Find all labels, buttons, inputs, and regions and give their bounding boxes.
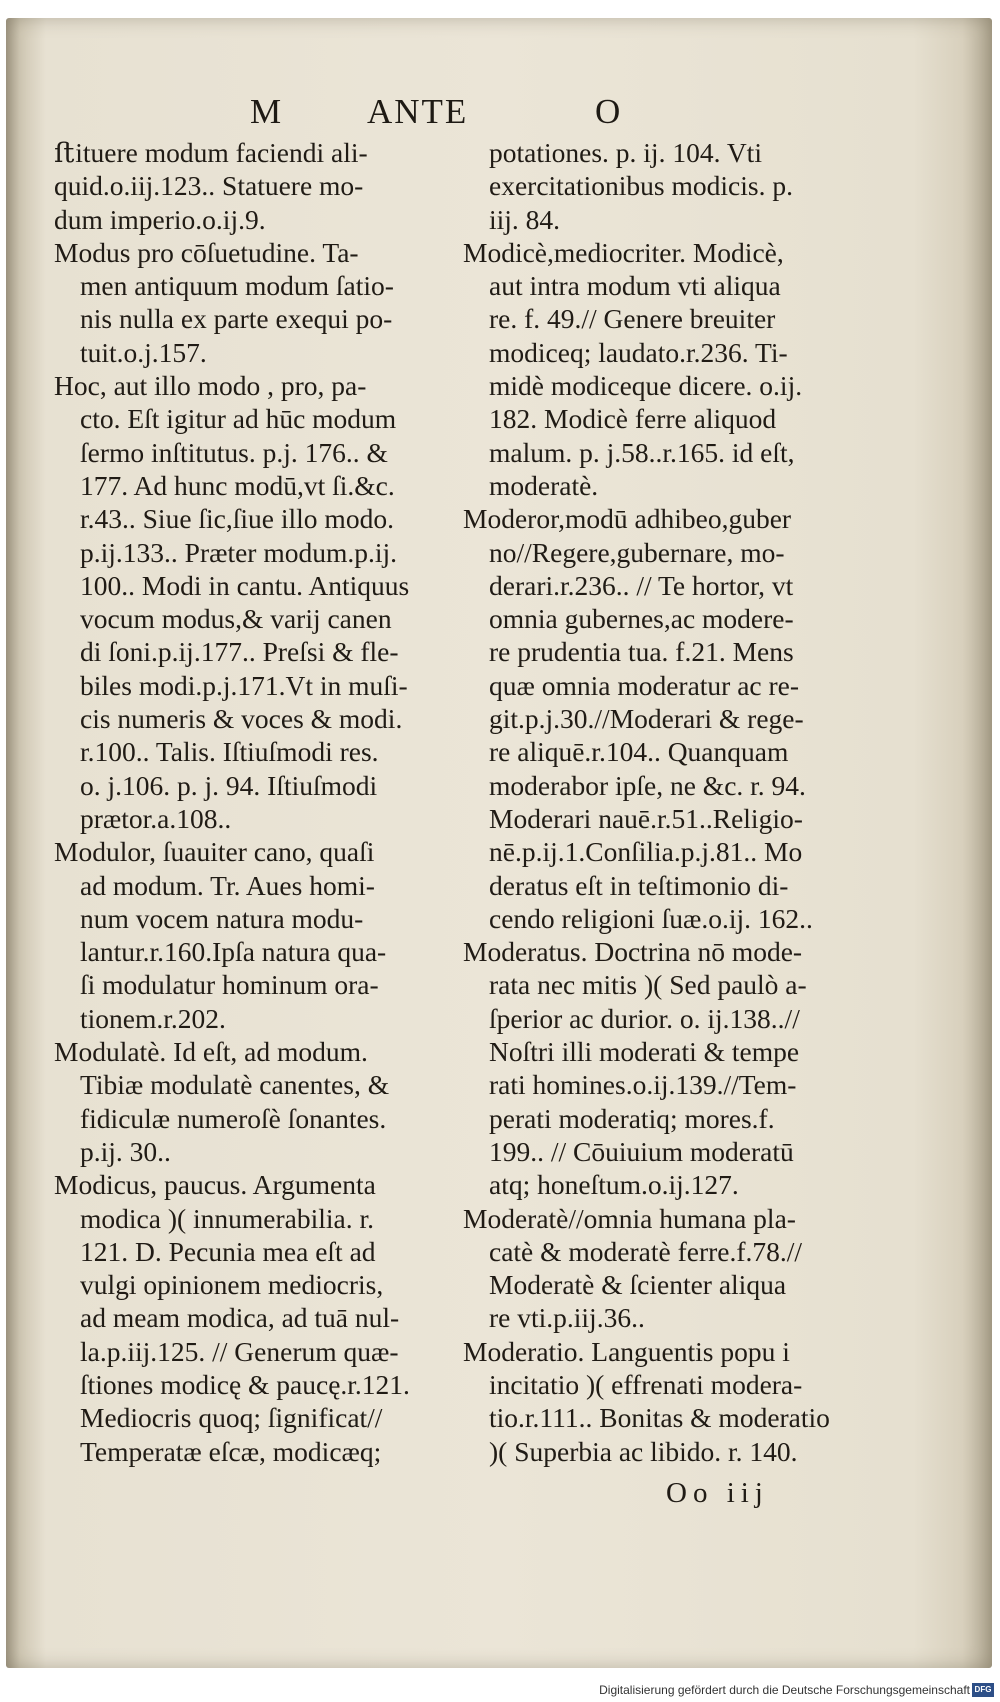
text-line: cendo religioni ſuæ.o.ij. 162.. [489,902,813,934]
text-line: ſermo inſtitutus. p.j. 176.. & [80,436,388,468]
text-line: quæ omnia moderatur ac re- [489,669,800,701]
text-line: di ſoni.p.ij.177.. Preſsi & fle- [80,636,399,668]
footer-bar [0,1680,1000,1702]
header-word-ante: ANTE [367,92,469,131]
text-line: men antiquum modum ſatio- [80,270,394,302]
text-line: ſperior ac durior. o. ij.138..// [489,1002,800,1034]
text-line: aut intra modum vti aliqua [489,270,781,302]
text-line: quid.o.iij.123.. Statuere mo- [54,170,364,202]
text-line: Hoc, aut illo modo , pro, pa- [54,370,367,402]
text-line: catè & moderatè ferre.f.78.// [489,1235,803,1267]
text-line: cto. Eſt igitur ad hūc modum [80,403,397,435]
text-line: modiceq; laudato.r.236. Ti- [489,336,788,368]
text-line: iij. 84. [489,203,561,235]
text-line: Modicè,mediocriter. Modicè, [463,236,784,268]
text-line: exercitationibus modicis. p. [489,170,793,202]
text-line: Modicus, paucus. Argumenta [54,1169,376,1201]
text-line: dum imperio.o.ij.9. [54,203,266,235]
text-line: o. j.106. p. j. 94. Iſtiuſmodi [80,769,378,801]
text-line: Moderari nauē.r.51..Religio- [489,802,803,834]
left-text-column [54,136,464,1468]
right-text-column [463,136,873,1468]
text-line: prætor.a.108.. [80,802,232,834]
text-line: rata nec mitis )( Sed paulò a- [489,969,807,1001]
text-line: git.p.j.30.//Moderari & rege- [489,703,804,735]
text-line: p.ij. 30.. [80,1135,171,1167]
header-letter-m: M [250,92,284,131]
text-line: ſtiones modicę & paucę.r.121. [80,1368,410,1400]
text-line: cis numeris & voces & modi. [80,703,403,735]
digitization-credit: Digitalisierung gefördert durch die Deutsche Forschungsgemeinschaft [599,1683,970,1697]
text-line: re aliquē.r.104.. Quanquam [489,736,789,768]
text-line: vulgi opinionem mediocris, [80,1269,384,1301]
text-line: incitatio )( effrenati modera- [489,1368,803,1400]
text-line: Tibiæ modulatè canentes, & [80,1069,390,1101]
text-line: tuit.o.j.157. [80,336,207,368]
text-line: fidiculæ numeroſè ſonantes. [80,1102,387,1134]
text-line: tionem.r.202. [80,1002,226,1034]
text-line: re vti.p.iij.36.. [489,1302,645,1334]
text-line: malum. p. j.58..r.165. id eſt, [489,436,795,468]
text-line: biles modi.p.j.171.Vt in muſi- [80,669,408,701]
text-line: Mediocris quoq; ſignificat// [80,1402,383,1434]
text-line: modica )( innumerabilia. r. [80,1202,375,1234]
text-line: Moderatus. Doctrina nō mode- [463,936,803,968]
text-line: 182. Modicè ferre aliquod [489,403,777,435]
text-line: p.ij.133.. Præter modum.p.ij. [80,536,398,568]
text-line: lantur.r.160.Ipſa natura qua- [80,936,387,968]
text-line: Moderatio. Languentis popu i [463,1335,790,1367]
text-line: ad modum. Tr. Aues homi- [80,869,375,901]
text-line: Modulor, ſuauiter cano, quaſi [54,836,375,868]
text-line: )( Superbia ac libido. r. 140. [489,1435,798,1467]
text-line: nis nulla ex parte exequi po- [80,303,393,335]
signature-mark: Oo iij [666,1477,769,1509]
text-line: Modus pro cōſuetudine. Ta- [54,236,359,268]
text-line: 100.. Modi in cantu. Antiquus [80,569,410,601]
text-line: 199.. // Cōuiuium moderatū [489,1135,794,1167]
text-line: atq; honeſtum.o.ij.127. [489,1169,739,1201]
text-line: Moderatè & ſcienter aliqua [489,1269,787,1301]
text-line: Temperatæ eſcæ, modicæq; [80,1435,382,1467]
text-line: ad meam modica, ad tuā nul- [80,1302,400,1334]
text-line: re prudentia tua. f.21. Mens [489,636,794,668]
text-line: num vocem natura modu- [80,902,364,934]
text-line: r.43.. Siue ſic,ſiue illo modo. [80,503,394,535]
text-line: r.100.. Talis. Iſtiuſmodi res. [80,736,379,768]
text-line: ﬅituere modum faciendi ali- [54,137,368,168]
text-line: perati moderatiq; mores.f. [489,1102,775,1134]
text-line: midè modiceque dicere. o.ij. [489,370,803,402]
text-line: la.p.iij.125. // Generum quæ- [80,1335,399,1367]
text-line: ſi modulatur hominum ora- [80,969,379,1001]
text-line: tio.r.111.. Bonitas & moderatio [489,1402,830,1434]
text-line: rati homines.o.ij.139.//Tem- [489,1069,797,1101]
text-line: potationes. p. ij. 104. Vti [489,137,762,168]
text-line: Noſtri illi moderati & tempe [489,1036,800,1068]
text-line: vocum modus,& varij canen [80,603,392,635]
text-line: Moderatè//omnia humana pla- [463,1202,796,1234]
text-line: 177. Ad hunc modū,vt ſi.&c. [80,469,395,501]
text-line: 121. D. Pecunia mea eſt ad [80,1235,376,1267]
text-line: nē.p.ij.1.Conſilia.p.j.81.. Mo [489,836,803,868]
text-line: Modulatè. Id eſt, ad modum. [54,1036,368,1068]
text-line: omnia gubernes,ac modere- [489,603,794,635]
dfg-logo: DFG [972,1683,994,1697]
running-header [0,92,1000,138]
text-line: derari.r.236.. // Te hortor, vt [489,569,794,601]
text-line: deratus eſt in teſtimonio di- [489,869,789,901]
header-letter-o: O [595,92,623,131]
text-line: no//Regere,gubernare, mo- [489,536,785,568]
text-line: re. f. 49.// Genere breuiter [489,303,776,335]
text-line: moderabor ipſe, ne &c. r. 94. [489,769,806,801]
text-line: moderatè. [489,469,599,501]
text-line: Moderor,modū adhibeo,guber [463,503,792,535]
